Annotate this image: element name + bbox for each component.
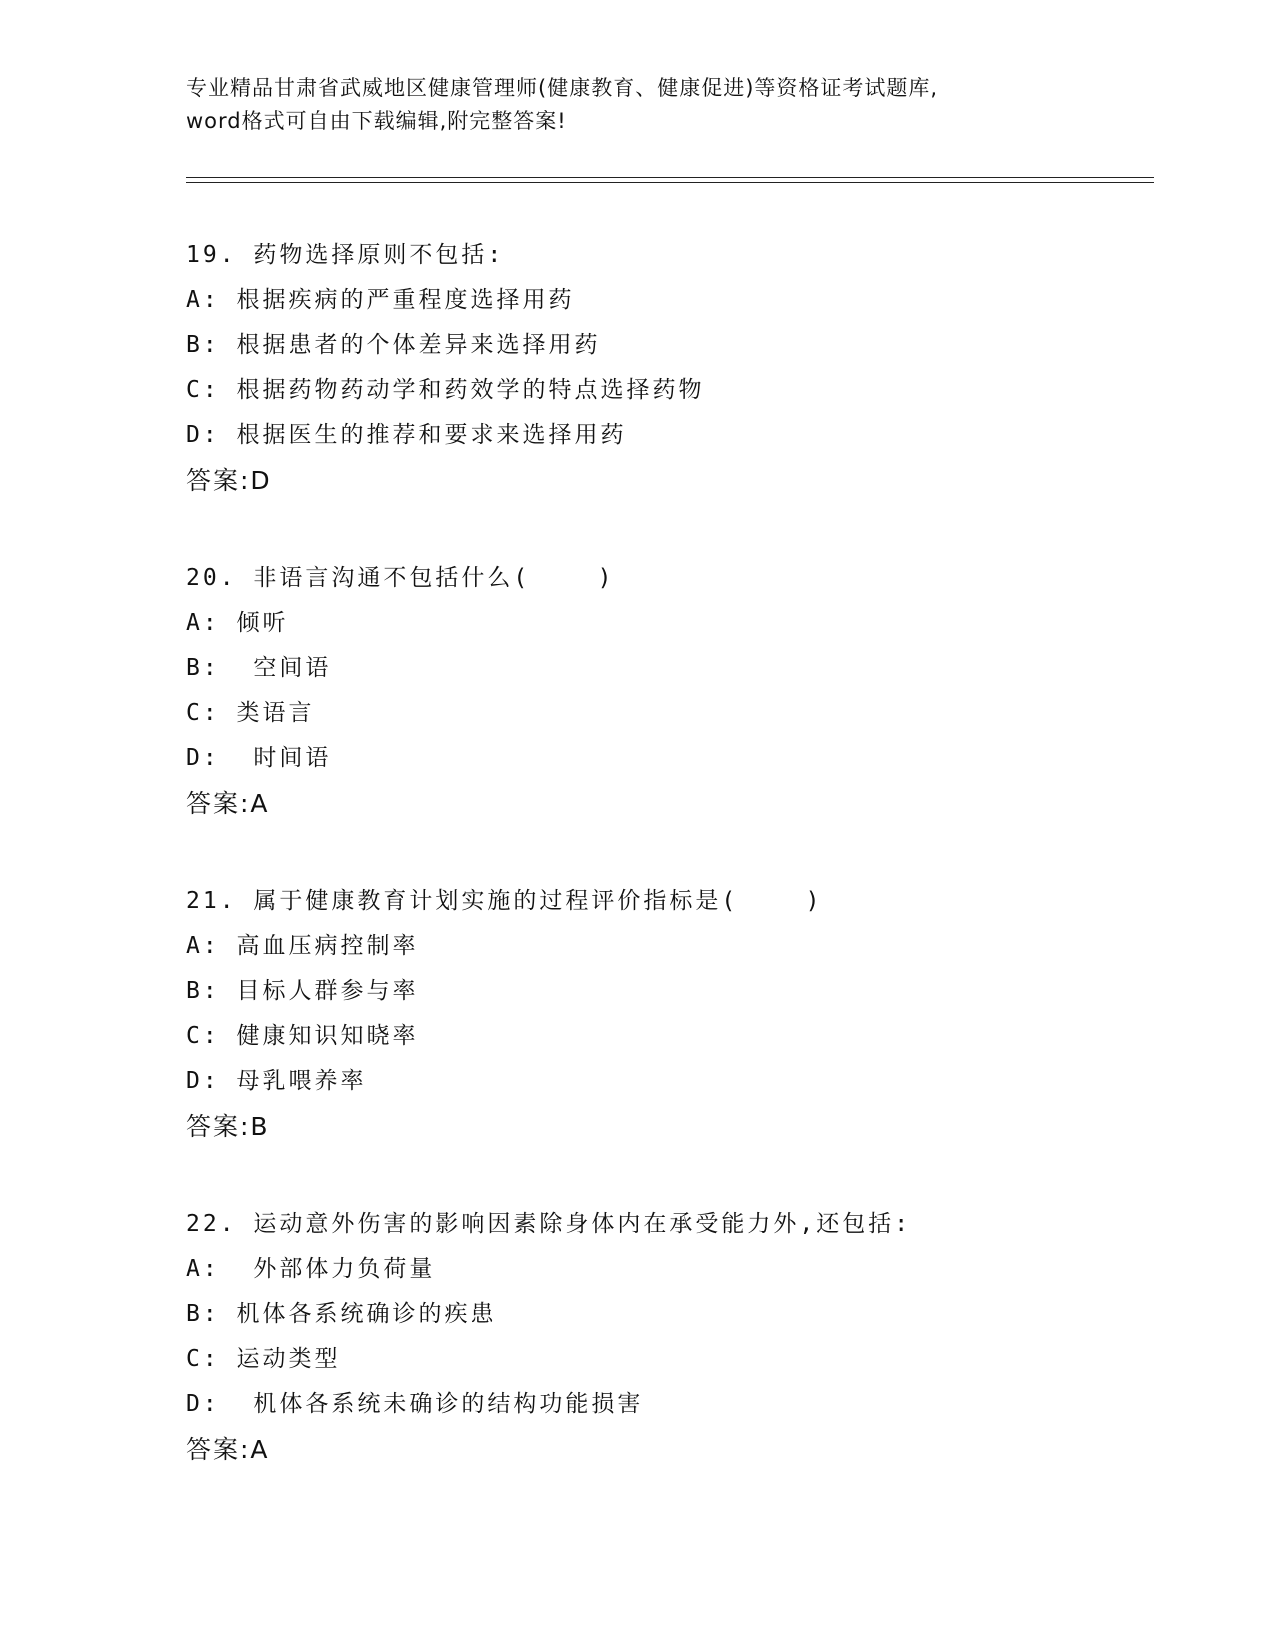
- option-b: B: 目标人群参与率: [186, 978, 419, 1004]
- option-d: D: 时间语: [186, 745, 332, 771]
- question-stem: 20. 非语言沟通不包括什么( ): [186, 565, 615, 591]
- question-20: [186, 556, 1146, 826]
- answer-label: 答案:A: [186, 1435, 270, 1464]
- question-19: [186, 233, 1146, 503]
- option-d: D: 母乳喂养率: [186, 1068, 367, 1094]
- option-a: A: 高血压病控制率: [186, 933, 419, 959]
- answer-label: 答案:D: [186, 466, 272, 495]
- option-d: D: 根据医生的推荐和要求来选择用药: [186, 422, 627, 448]
- answer-label: 答案:B: [186, 1112, 270, 1141]
- header-divider-top: [186, 177, 1154, 178]
- header-line-2: word格式可自由下载编辑,附完整答案!: [186, 109, 567, 133]
- question-22: [186, 1202, 1146, 1472]
- header-line-1: 专业精品甘肃省武威地区健康管理师(健康教育、健康促进)等资格证考试题库,: [186, 76, 939, 100]
- document-header: [186, 72, 1086, 138]
- option-a: A: 倾听: [186, 610, 289, 636]
- question-21: [186, 879, 1146, 1149]
- question-list: [186, 233, 1146, 1472]
- option-b: B: 根据患者的个体差异来选择用药: [186, 332, 601, 358]
- question-stem: 21. 属于健康教育计划实施的过程评价指标是( ): [186, 888, 823, 914]
- option-a: A: 根据疾病的严重程度选择用药: [186, 287, 575, 313]
- option-d: D: 机体各系统未确诊的结构功能损害: [186, 1391, 644, 1417]
- option-c: C: 根据药物药动学和药效学的特点选择药物: [186, 377, 705, 403]
- question-stem: 19. 药物选择原则不包括:: [186, 242, 505, 268]
- question-stem: 22. 运动意外伤害的影响因素除身体内在承受能力外,还包括:: [186, 1211, 912, 1237]
- option-b: B: 机体各系统确诊的疾患: [186, 1301, 497, 1327]
- option-c: C: 健康知识知晓率: [186, 1023, 419, 1049]
- option-c: C: 类语言: [186, 700, 315, 726]
- answer-label: 答案:A: [186, 789, 270, 818]
- header-divider-bottom: [186, 182, 1154, 183]
- option-c: C: 运动类型: [186, 1346, 341, 1372]
- option-a: A: 外部体力负荷量: [186, 1256, 436, 1282]
- option-b: B: 空间语: [186, 655, 332, 681]
